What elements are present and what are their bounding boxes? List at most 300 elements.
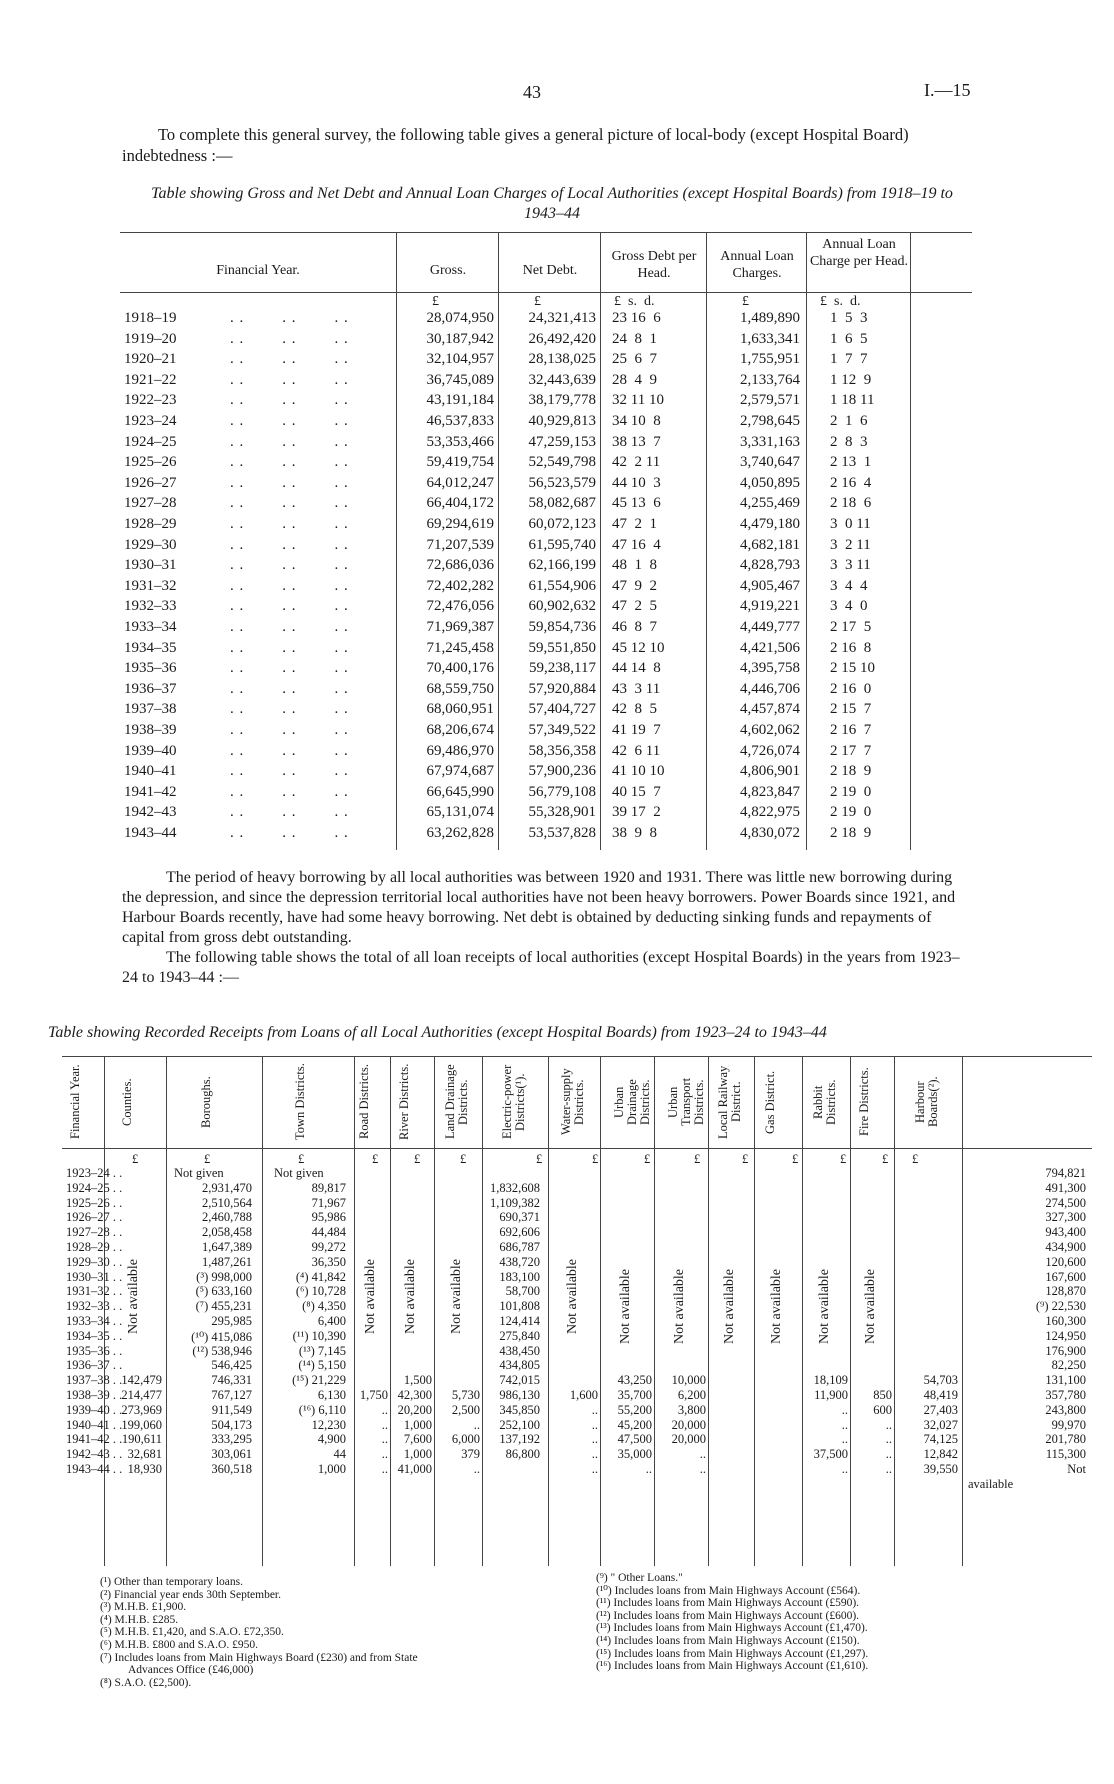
- currency-symbol: £: [372, 1152, 379, 1166]
- gross-cell: 30,187,942: [426, 330, 494, 347]
- urban-drainage-cell: 55,200: [617, 1402, 652, 1417]
- table-row: [120, 557, 972, 578]
- footnote: (⁴) M.H.B. £285.: [100, 1613, 179, 1626]
- urban-transport-cell: 3,800: [677, 1402, 706, 1417]
- table-row: [120, 495, 972, 516]
- net-cell: 53,537,828: [528, 825, 596, 841]
- gas-cell: ..: [841, 1402, 848, 1417]
- table-row: [62, 1462, 1092, 1477]
- towns-cell: 6,130: [317, 1388, 346, 1402]
- charge-per-head-cell: 3 2 11: [830, 536, 871, 553]
- boroughs-cell: 911,549: [211, 1402, 252, 1417]
- charges-cell: 4,449,777: [740, 619, 800, 635]
- charge-per-head-cell: 2 18 9: [830, 825, 872, 841]
- per-head-cell: 46 8 7: [612, 619, 657, 635]
- year-cell: 1930–31 . .: [66, 1269, 123, 1284]
- towns-cell: 4,900: [317, 1432, 346, 1447]
- currency-symbol: £: [536, 1152, 543, 1166]
- boroughs-cell: Not given: [174, 1166, 224, 1180]
- boroughs-cell: 295,985: [211, 1314, 252, 1328]
- table-row: [120, 743, 972, 764]
- towns-cell: 95,986: [311, 1210, 346, 1225]
- year-cell: 1938–39 . .: [66, 1388, 123, 1402]
- year-cell: 1921–22: [124, 371, 177, 388]
- gross-cell: 53,353,466: [426, 433, 494, 450]
- charges-cell: 4,395,758: [740, 660, 800, 677]
- harbour-cell: 491,300: [1045, 1180, 1086, 1195]
- charge-per-head-cell: 1 18 11: [830, 392, 875, 409]
- dots-cell: . . . . . .: [230, 330, 349, 347]
- net-cell: 57,920,884: [528, 680, 596, 697]
- net-cell: 40,929,813: [528, 413, 596, 429]
- fire-cell: 27,403: [923, 1402, 958, 1417]
- footnotes-left: [100, 1576, 418, 1689]
- year-cell: 1924–25: [124, 433, 177, 450]
- header-water-supply-districts: Water-supply Districts.: [559, 1068, 586, 1136]
- boroughs-cell: 1,487,261: [202, 1254, 252, 1269]
- unit-charge-per-head: £ s. d.: [820, 294, 861, 309]
- harbour-cell: Not: [1067, 1462, 1086, 1476]
- net-cell: 47,259,153: [528, 433, 596, 450]
- towns-cell: (¹⁶) 6,110: [298, 1402, 346, 1417]
- gross-cell: 63,262,828: [426, 825, 494, 841]
- table-row: [120, 372, 972, 393]
- table-row: [120, 763, 972, 784]
- year-cell: 1919–20: [124, 330, 177, 347]
- electric-cell: 1,109,382: [490, 1195, 540, 1210]
- rabbit-cell: ..: [885, 1417, 892, 1432]
- table-row: [120, 578, 972, 599]
- electric-cell: 58,700: [505, 1284, 540, 1299]
- boroughs-cell: 1,647,389: [202, 1240, 252, 1254]
- header-counties: Counties.: [120, 1078, 134, 1126]
- electric-cell: 438,450: [499, 1343, 540, 1358]
- land-drainage-cell: 379: [461, 1447, 480, 1462]
- gross-cell: 69,294,619: [426, 516, 494, 532]
- header-urban-drainage-districts: Urban Drainage Districts.: [612, 1079, 652, 1125]
- per-head-cell: 44 10 3: [612, 474, 661, 491]
- urban-drainage-cell: 47,500: [617, 1432, 652, 1447]
- charges-cell: 4,421,506: [740, 639, 800, 656]
- dots-cell: . . . . . .: [230, 660, 349, 677]
- water-cell: ..: [591, 1432, 598, 1447]
- year-cell: 1937–38 . .: [66, 1373, 123, 1388]
- per-head-cell: 25 6 7: [612, 351, 657, 368]
- charge-per-head-cell: 2 18 9: [830, 763, 872, 780]
- net-cell: 59,238,117: [529, 660, 596, 677]
- charge-per-head-cell: 2 19 0: [830, 804, 872, 821]
- electric-cell: 690,371: [499, 1210, 540, 1225]
- year-cell: 1930–31: [124, 557, 177, 574]
- boroughs-cell: (⁷) 455,231: [195, 1299, 252, 1314]
- electric-cell: 124,414: [499, 1314, 540, 1328]
- gross-cell: 71,969,387: [426, 619, 494, 635]
- towns-cell: 1,000: [317, 1462, 346, 1476]
- towns-cell: 6,400: [317, 1314, 346, 1328]
- urban-transport-cell: 10,000: [671, 1373, 706, 1388]
- boroughs-cell: (¹⁰) 415,086: [191, 1329, 252, 1344]
- harbour-cell: 176,900: [1045, 1343, 1086, 1358]
- year-cell: 1935–36: [124, 660, 177, 677]
- table-row: [120, 784, 972, 805]
- net-cell: 60,902,632: [528, 598, 596, 615]
- counties-cell: 190,611: [121, 1432, 162, 1447]
- net-cell: 59,854,736: [528, 619, 596, 635]
- boroughs-cell: 333,295: [211, 1432, 252, 1447]
- year-cell: 1928–29 . .: [66, 1240, 123, 1254]
- not-available-label: Not available: [363, 1258, 378, 1334]
- dots-cell: . . . . . .: [230, 783, 349, 800]
- boroughs-cell: 2,931,470: [202, 1180, 252, 1195]
- page-reference: I.—15: [924, 80, 971, 100]
- urban-drainage-cell: 35,000: [617, 1447, 652, 1462]
- year-cell: 1923–24: [124, 413, 177, 429]
- footnote: (⁸) S.A.O. (£2,500).: [100, 1676, 192, 1689]
- gross-cell: 72,402,282: [426, 577, 494, 594]
- page-number: 43: [523, 82, 541, 102]
- harbour-cell: 120,600: [1045, 1254, 1086, 1269]
- year-cell: 1941–42 . .: [66, 1432, 123, 1447]
- towns-cell: 89,817: [311, 1180, 346, 1195]
- towns-cell: 71,967: [311, 1195, 346, 1210]
- charges-cell: 4,806,901: [740, 763, 800, 780]
- not-available-label: Not available: [618, 1268, 633, 1344]
- towns-cell: 36,350: [311, 1254, 346, 1269]
- gross-cell: 67,974,687: [426, 763, 494, 780]
- net-cell: 55,328,901: [528, 804, 596, 821]
- fire-cell: 12,842: [923, 1447, 958, 1462]
- col-charge-per-head: Annual Loan Charge per Head.: [809, 237, 909, 269]
- not-available-label: Not available: [672, 1268, 687, 1344]
- land-drainage-cell: 2,500: [451, 1402, 480, 1417]
- road-cell: ..: [381, 1462, 388, 1476]
- net-cell: 56,779,108: [528, 783, 596, 800]
- footnote: (³) M.H.B. £1,900.: [100, 1601, 187, 1614]
- header-river-districts: River Districts.: [397, 1063, 411, 1141]
- table-row: [120, 598, 972, 619]
- charges-cell: 3,740,647: [740, 454, 800, 471]
- charges-cell: 4,822,975: [740, 804, 800, 821]
- boroughs-cell: 767,127: [211, 1388, 252, 1402]
- charge-per-head-cell: 1 12 9: [830, 371, 872, 388]
- boroughs-cell: 2,058,458: [202, 1225, 252, 1240]
- dots-cell: . . . . . .: [230, 763, 349, 780]
- towns-cell: (⁸) 4,350: [302, 1299, 346, 1314]
- harbour-cell: (⁹) 22,530: [1035, 1299, 1086, 1314]
- table-row: [62, 1196, 1092, 1211]
- table-row: [120, 681, 972, 702]
- per-head-cell: 38 13 7: [612, 433, 661, 450]
- year-cell: 1931–32 . .: [66, 1284, 123, 1299]
- harbour-cell: 124,950: [1045, 1328, 1086, 1343]
- towns-cell: (⁴) 41,842: [295, 1269, 346, 1284]
- land-drainage-cell: ..: [473, 1462, 480, 1476]
- header-urban-transport-districts: Urban Transport Districts.: [666, 1077, 706, 1127]
- water-cell: ..: [591, 1447, 598, 1462]
- charge-per-head-cell: 2 19 0: [830, 783, 872, 800]
- per-head-cell: 43 3 11: [612, 680, 661, 697]
- table-row: [120, 475, 972, 496]
- per-head-cell: 38 9 8: [612, 825, 657, 841]
- unit-charges: £: [742, 294, 749, 309]
- footnote: (¹¹) Includes loans from Main Highways Account (£590).: [596, 1597, 860, 1610]
- net-cell: 61,554,906: [528, 577, 596, 594]
- per-head-cell: 34 10 8: [612, 413, 661, 429]
- river-cell: 1,500: [403, 1373, 432, 1388]
- year-cell: 1934–35: [124, 639, 177, 656]
- footnote: (¹²) Includes loans from Main Highways Account (£600).: [596, 1609, 860, 1622]
- header-land-drainage-districts: Land Drainage Districts.: [443, 1064, 470, 1140]
- gross-cell: 36,745,089: [426, 371, 494, 388]
- electric-cell: 101,808: [499, 1299, 540, 1314]
- year-cell: 1933–34: [124, 619, 177, 635]
- per-head-cell: 32 11 10: [612, 392, 664, 409]
- table-row: [120, 640, 972, 661]
- gas-cell: ..: [841, 1462, 848, 1476]
- footnote: (⁶) M.H.B. £800 and S.A.O. £950.: [100, 1638, 258, 1651]
- dots-cell: . . . . . .: [230, 639, 349, 656]
- not-available-label: Not available: [722, 1268, 737, 1344]
- harbour-cell: 167,600: [1045, 1269, 1086, 1284]
- fire-cell: 32,027: [923, 1417, 958, 1432]
- rabbit-cell: ..: [885, 1462, 892, 1476]
- currency-symbol: £: [644, 1152, 651, 1166]
- unit-per-head: £ s. d.: [614, 294, 655, 309]
- gross-cell: 64,012,247: [426, 474, 494, 491]
- year-cell: 1943–44 . .: [66, 1462, 123, 1476]
- charges-cell: 4,602,062: [740, 722, 800, 738]
- currency-symbol: £: [132, 1152, 139, 1166]
- charge-per-head-cell: 1 7 7: [830, 351, 868, 368]
- header-gas-district: Gas District.: [763, 1070, 777, 1134]
- not-available-label: Not available: [126, 1258, 141, 1334]
- not-available-label: Not available: [449, 1258, 464, 1334]
- gross-cell: 66,404,172: [426, 495, 494, 512]
- table-row: [120, 516, 972, 537]
- water-cell: ..: [591, 1402, 598, 1417]
- per-head-cell: 41 10 10: [612, 763, 665, 780]
- gas-cell: ..: [841, 1417, 848, 1432]
- river-cell: 42,300: [397, 1388, 432, 1402]
- debt-table: [120, 232, 972, 852]
- harbour-cell: 327,300: [1045, 1210, 1086, 1225]
- charge-per-head-cell: 2 16 0: [830, 680, 872, 697]
- table-row: [120, 722, 972, 743]
- net-cell: 56,523,579: [528, 474, 596, 491]
- towns-cell: (⁶) 10,728: [295, 1284, 346, 1299]
- year-cell: 1932–33 . .: [66, 1299, 123, 1314]
- footnote: (¹) Other than temporary loans.: [100, 1576, 243, 1588]
- per-head-cell: 47 2 1: [612, 516, 657, 532]
- col-financial-year: Financial Year.: [216, 263, 300, 278]
- charge-per-head-cell: 2 16 7: [830, 722, 872, 738]
- dots-cell: . . . . . .: [230, 825, 349, 841]
- footnote: (⁷) Includes loans from Main Highways Board (£230) and from State: [100, 1651, 418, 1664]
- gross-cell: 28,074,950: [426, 310, 494, 326]
- river-cell: 1,000: [403, 1417, 432, 1432]
- dots-cell: . . . . . .: [230, 516, 349, 532]
- header-local-railway-district: Local Railway District.: [716, 1065, 743, 1139]
- currency-symbol: £: [592, 1152, 599, 1166]
- towns-cell: 99,272: [311, 1240, 346, 1254]
- water-cell: ..: [591, 1462, 598, 1476]
- not-available-label: Not available: [863, 1268, 878, 1344]
- electric-cell: 183,100: [499, 1269, 540, 1284]
- dots-cell: . . . . . .: [230, 310, 349, 326]
- charges-cell: 4,446,706: [740, 680, 800, 697]
- river-cell: 20,200: [397, 1402, 432, 1417]
- table-row: [62, 1388, 1092, 1403]
- dots-cell: . . . . . .: [230, 598, 349, 615]
- year-cell: 1934–35 . .: [66, 1328, 123, 1343]
- harbour-cell: 99,970: [1051, 1417, 1086, 1432]
- commentary: [122, 868, 972, 988]
- currency-symbol: £: [742, 1152, 749, 1166]
- boroughs-cell: 746,331: [211, 1373, 252, 1388]
- gross-cell: 68,559,750: [426, 680, 494, 697]
- net-cell: 52,549,798: [528, 454, 596, 471]
- fire-cell: 48,419: [923, 1388, 958, 1402]
- dots-cell: . . . . . .: [230, 413, 349, 429]
- towns-cell: 12,230: [311, 1417, 346, 1432]
- boroughs-cell: 360,518: [211, 1462, 252, 1476]
- table-row: [62, 1418, 1092, 1433]
- electric-cell: 692,606: [499, 1225, 540, 1240]
- year-cell: 1940–41: [124, 763, 177, 780]
- year-cell: 1922–23: [124, 392, 177, 409]
- towns-cell: (¹¹) 10,390: [292, 1328, 346, 1343]
- gross-cell: 71,207,539: [426, 536, 494, 553]
- year-cell: 1923–24 . .: [66, 1166, 123, 1180]
- year-cell: 1938–39: [124, 722, 177, 738]
- table-row: [62, 1447, 1092, 1462]
- towns-cell: (¹⁴) 5,150: [298, 1358, 346, 1373]
- boroughs-cell: (¹²) 538,946: [192, 1343, 252, 1358]
- per-head-cell: 42 2 11: [612, 454, 661, 471]
- table-row: [120, 825, 972, 846]
- net-cell: 60,072,123: [528, 516, 596, 532]
- rabbit-cell: 600: [873, 1402, 892, 1417]
- dots-cell: . . . . . .: [230, 433, 349, 450]
- harbour-not-available-tail: available: [968, 1476, 1014, 1491]
- year-cell: 1932–33: [124, 598, 177, 615]
- currency-symbol: £: [204, 1152, 211, 1166]
- towns-cell: Not given: [274, 1166, 324, 1180]
- charge-per-head-cell: 2 15 7: [830, 701, 872, 718]
- net-cell: 26,492,420: [528, 330, 596, 347]
- water-cell: ..: [591, 1417, 598, 1432]
- net-cell: 62,166,199: [528, 557, 596, 574]
- charge-per-head-cell: 3 3 11: [830, 557, 871, 574]
- urban-transport-cell: ..: [699, 1447, 706, 1462]
- gas-cell: 11,900: [814, 1388, 848, 1402]
- gross-cell: 72,686,036: [426, 557, 494, 574]
- per-head-cell: 28 4 9: [612, 371, 657, 388]
- currency-symbol: £: [414, 1152, 421, 1166]
- year-cell: 1927–28: [124, 495, 177, 512]
- not-available-label: Not available: [817, 1268, 832, 1344]
- counties-cell: 214,477: [121, 1388, 162, 1402]
- table-row: [120, 413, 972, 434]
- towns-cell: (¹³) 7,145: [298, 1343, 346, 1358]
- electric-cell: 252,100: [499, 1417, 540, 1432]
- year-cell: 1939–40 . .: [66, 1402, 123, 1417]
- per-head-cell: 47 16 4: [612, 536, 661, 553]
- fire-cell: 39,550: [923, 1462, 958, 1476]
- urban-drainage-cell: 45,200: [617, 1417, 652, 1432]
- year-cell: 1936–37: [124, 680, 177, 697]
- charge-per-head-cell: 3 4 0: [830, 598, 868, 615]
- not-available-label: Not available: [403, 1258, 418, 1334]
- electric-cell: 345,850: [499, 1402, 540, 1417]
- charges-cell: 4,050,895: [740, 474, 800, 491]
- urban-drainage-cell: 35,700: [617, 1388, 652, 1402]
- fire-cell: 54,703: [923, 1373, 958, 1388]
- harbour-cell: 128,870: [1045, 1284, 1086, 1299]
- net-cell: 57,404,727: [528, 701, 596, 718]
- table-row: [120, 351, 972, 372]
- footnote: (¹⁶) Includes loans from Main Highways Account (£1,610).: [596, 1660, 869, 1673]
- table1-caption: Table showing Gross and Net Debt and Annual Loan Charges of Local Authorities (except Hospital Boards) from 1918–19 to 1943–44: [151, 185, 953, 222]
- towns-cell: (¹⁵) 21,229: [292, 1373, 346, 1388]
- charge-per-head-cell: 2 13 1: [830, 454, 872, 471]
- per-head-cell: 40 15 7: [612, 783, 661, 800]
- table-row: [120, 660, 972, 681]
- road-cell: ..: [381, 1432, 388, 1447]
- year-cell: 1929–30 . .: [66, 1254, 123, 1269]
- year-cell: 1935–36 . .: [66, 1343, 123, 1358]
- table-row: [120, 701, 972, 722]
- electric-cell: 438,720: [499, 1254, 540, 1269]
- year-cell: 1940–41 . .: [66, 1417, 123, 1432]
- boroughs-cell: 546,425: [211, 1358, 252, 1373]
- dots-cell: . . . . . .: [230, 722, 349, 738]
- boroughs-cell: 504,173: [211, 1417, 252, 1432]
- charge-per-head-cell: 2 15 10: [830, 660, 875, 677]
- per-head-cell: 39 17 2: [612, 804, 661, 821]
- dots-cell: . . . . . .: [230, 371, 349, 388]
- gross-cell: 71,245,458: [426, 639, 494, 656]
- footnote: (¹³) Includes loans from Main Highways Account (£1,470).: [596, 1622, 868, 1635]
- per-head-cell: 24 8 1: [612, 330, 657, 347]
- per-head-cell: 42 8 5: [612, 701, 657, 718]
- boroughs-cell: (⁵) 633,160: [195, 1284, 252, 1299]
- electric-cell: 742,015: [499, 1373, 540, 1388]
- year-cell: 1941–42: [124, 783, 177, 800]
- header-fire-districts: Fire Districts.: [857, 1067, 871, 1137]
- not-available-label: Not available: [769, 1268, 784, 1344]
- gross-cell: 66,645,990: [426, 783, 494, 800]
- year-cell: 1927–28 . .: [66, 1225, 123, 1240]
- year-cell: 1924–25 . .: [66, 1180, 123, 1195]
- year-cell: 1925–26: [124, 454, 177, 471]
- gross-cell: 72,476,056: [426, 598, 494, 615]
- net-cell: 32,443,639: [528, 371, 596, 388]
- counties-cell: 199,060: [121, 1417, 162, 1432]
- urban-drainage-cell: 43,250: [617, 1373, 652, 1388]
- gross-cell: 69,486,970: [426, 742, 494, 759]
- net-cell: 58,356,358: [528, 742, 596, 759]
- commentary-paragraph-2: The following table shows the total of all loan receipts of local authorities (except Hospital Boards) in the years from 1923–24 to 1943–44 :—: [122, 949, 960, 986]
- gross-cell: 32,104,957: [426, 351, 494, 368]
- col-gross: Gross.: [429, 263, 467, 278]
- year-cell: 1925–26 . .: [66, 1195, 123, 1210]
- charges-cell: 4,457,874: [740, 701, 800, 718]
- electric-cell: 434,805: [499, 1358, 540, 1373]
- urban-transport-cell: 20,000: [671, 1417, 706, 1432]
- net-cell: 57,900,236: [528, 763, 596, 780]
- year-cell: 1920–21: [124, 351, 177, 368]
